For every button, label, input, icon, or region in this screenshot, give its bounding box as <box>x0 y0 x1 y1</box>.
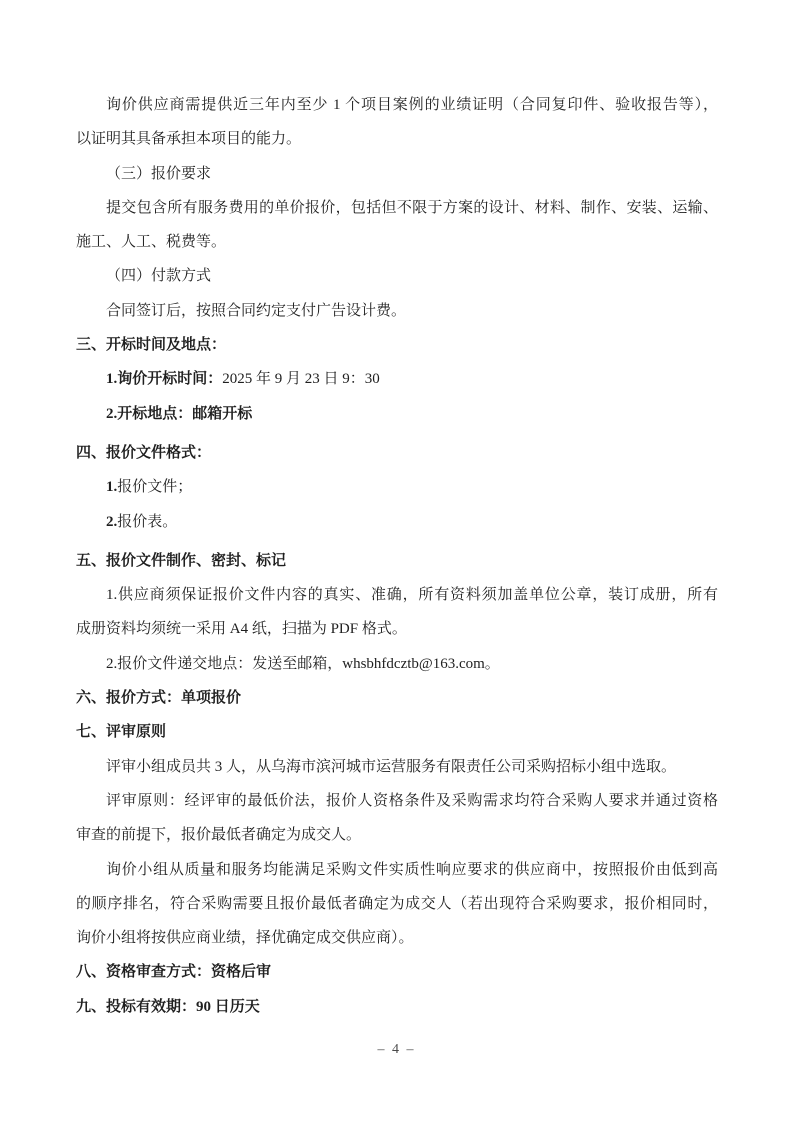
para-qualification-proof-line-1-text: 询价供应商需提供近三年内至少 1 个项目案例的业绩证明（合同复印件、验收报告等）， <box>106 97 718 113</box>
heading-payment-method <box>76 259 718 293</box>
para-quote-requirements-line-1-text: 提交包含所有服务费用的单价报价，包括但不限于方案的设计、材料、制作、安装、运输、 <box>106 199 718 216</box>
item-quote-document <box>76 470 718 504</box>
section-9-heading-text: 九、投标有效期：90 日历天 <box>76 998 260 1015</box>
heading-quote-requirements <box>76 157 718 191</box>
document-body <box>76 88 718 1024</box>
para-ranking-line-2-text: 的顺序排名，符合采购需要且报价最低者确定为成交人（若出现符合采购要求，报价相同时， <box>76 895 718 912</box>
para-document-binding-line-1-text: 1.供应商须保证报价文件内容的真实、准确，所有资料须加盖单位公章，装订成册，所有 <box>106 587 718 604</box>
item-bid-opening-time-text: 1.询价开标时间： <box>106 371 223 388</box>
section-9-heading <box>76 990 718 1024</box>
para-review-principle-line-1 <box>76 784 718 818</box>
para-payment-method <box>76 294 718 328</box>
section-4-heading-text: 四、报价文件格式： <box>76 444 212 461</box>
item-quote-table-text: 2. <box>106 513 118 530</box>
para-quote-requirements-line-2-text: 施工、人工、税费等。 <box>76 234 227 251</box>
section-6-heading-text: 六、报价方式：单项报价 <box>76 690 242 707</box>
page-number: – 4 – <box>377 1042 416 1057</box>
para-ranking-line-3 <box>76 921 718 955</box>
section-7-heading <box>76 715 718 749</box>
para-review-team <box>76 750 718 784</box>
section-5-heading <box>76 544 718 578</box>
section-6-heading <box>76 681 718 715</box>
para-quote-requirements-line-1 <box>76 191 718 225</box>
section-5-heading-text: 五、报价文件制作、密封、标记 <box>76 552 287 569</box>
item-quote-table <box>76 505 718 539</box>
item-quote-document-text: 报价文件； <box>117 479 193 496</box>
item-submission-address <box>76 647 718 681</box>
para-review-team-text: 评审小组成员共 3 人，从乌海市滨河城市运营服务有限责任公司采购招标小组中选取。 <box>106 758 677 775</box>
section-8-heading-text: 八、资格审查方式：资格后审 <box>76 964 272 981</box>
section-7-heading-text: 七、评审原则 <box>76 724 167 741</box>
para-document-binding-line-2 <box>76 612 718 646</box>
para-qualification-proof-line-1 <box>76 88 718 122</box>
item-bid-opening-place-text: 2.开标地点：邮箱开标 <box>106 405 253 422</box>
item-quote-document-text: 1. <box>106 479 118 496</box>
para-ranking-line-1-text: 询价小组从质量和服务均能满足采购文件实质性响应要求的供应商中，按照报价由低到高 <box>106 861 718 878</box>
para-payment-method-text: 合同签订后，按照合同约定支付广告设计费。 <box>106 302 407 319</box>
heading-payment-method-text: （四）付款方式 <box>106 268 212 285</box>
para-qualification-proof-line-2-text: 以证明其具备承担本项目的能力。 <box>76 131 302 148</box>
section-3-heading-text: 三、开标时间及地点： <box>76 337 227 354</box>
para-review-principle-line-2 <box>76 818 718 852</box>
item-bid-opening-time-text: 2025 年 9 月 23 日 9：30 <box>222 371 380 388</box>
item-bid-opening-place <box>76 397 718 431</box>
item-submission-address-text: 2.报价文件递交地点：发送至邮箱，whsbhfdcztb@163.com。 <box>106 655 500 672</box>
heading-quote-requirements-text: （三）报价要求 <box>106 165 212 182</box>
para-review-principle-line-1-text: 评审原则：经评审的最低价法，报价人资格条件及采购需求均符合采购人要求并通过资格 <box>106 792 718 809</box>
para-quote-requirements-line-2 <box>76 225 718 259</box>
section-4-heading <box>76 436 718 470</box>
para-review-principle-line-2-text: 审查的前提下，报价最低者确定为成交人。 <box>76 827 362 844</box>
para-document-binding-line-2-text: 成册资料均须统一采用 A4 纸，扫描为 PDF 格式。 <box>76 621 407 638</box>
item-quote-table-text: 报价表。 <box>117 513 178 530</box>
para-ranking-line-3-text: 询价小组将按供应商业绩，择优确定成交供应商）。 <box>76 930 414 947</box>
para-document-binding-line-1 <box>76 578 718 612</box>
section-3-heading <box>76 328 718 362</box>
para-ranking-line-2 <box>76 887 718 921</box>
para-qualification-proof-line-2 <box>76 122 718 156</box>
section-8-heading <box>76 955 718 989</box>
item-bid-opening-time <box>76 362 718 396</box>
para-ranking-line-1 <box>76 853 718 887</box>
